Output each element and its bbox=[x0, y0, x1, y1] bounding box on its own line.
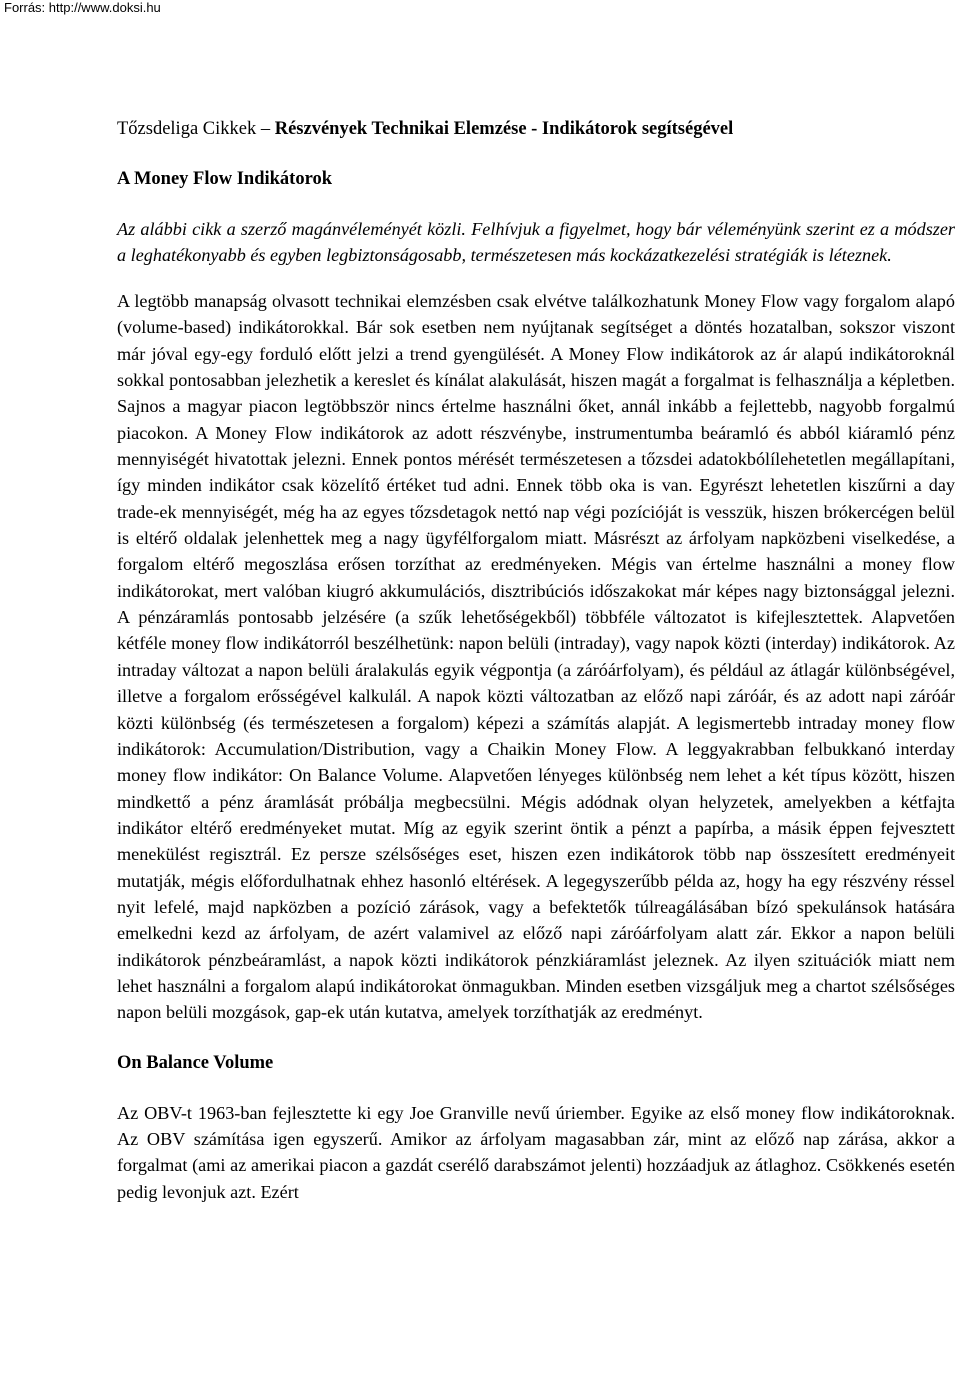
disclaimer-paragraph: Az alábbi cikk a szerző magánvéleményét közli. Felhívjuk a figyelmet, hogy bár véleményünk szerint ez a módszer a leghatékonyabb és egyben legbiztonságosabb, természetesen más kockázatkezelési stratégiák is léteznek. bbox=[117, 219, 955, 265]
obv-paragraph: Az OBV-t 1963-ban fejlesztette ki egy Joe Granville nevű úriember. Egyike az első money flow indikátoroknak. Az OBV számítása igen egyszerű. Amikor az árfolyam magasabban zár, mint az előző nap zárása, akkor a forgalmat (ami az amerikai piacon a gazdát cserélő darabszámot jelenti) hozzáadjuk az átlaghoz. Csökkenés esetén pedig levonjuk azt. Ezért bbox=[117, 1102, 955, 1202]
source-label: Forrás: http://www.doksi.hu bbox=[4, 0, 165, 16]
header-series: Tőzsdeliga Cikkek bbox=[117, 119, 257, 139]
header-topic: Részvények Technikai Elemzése - Indikátorok segítségével bbox=[274, 119, 734, 139]
document-page bbox=[117, 116, 955, 1205]
header-dash: – bbox=[256, 119, 275, 139]
document-subtitle: A Money Flow Indikátorok bbox=[117, 169, 333, 189]
section-heading-obv: On Balance Volume bbox=[117, 1052, 274, 1073]
main-paragraph: A legtöbb manapság olvasott technikai elemzésben csak elvétve találkozhatunk Money Flow vagy forgalom alapó (volume-based) indikátorokkal. Bár sok esetben nem nyújtanak segítséget a döntés hozatalban, sokszor viszont már jóval egy-egy forduló előtt jelzi a trend gyengülését. A Money Flow indikátorok az ár alapú indikátoroknál sokkal pontosabban jelezhetik a kereslet és kínálat alakulását, hiszen magát a forgalmat is felhasználja a képletben. Sajnos a magyar piacon legtöbbször nincs értelme használni őket, annál inkább a fejlettebb, nagyobb forgalmú piacokon. A Money Flow indikátorok az adott részvénybe, instrumentumba beáramló és abból kiáramló pénz mennyiségét hivatottak jelezni. Ennek pontos mérését természetesen a tőzsdei adatokbólílehetetlen megállapítani, így minden indikátor csak közelítő értéket tud adni. Ennek több oka is van. Egyrészt lehetetlen kiszűrni a day trade-ek mennyiségét, még ha az egyes tőzsdetagok nettó nap végi pozícióját is vesszük, hiszen brókercégen belül is eltérő oldalak jelenhettek meg a nagy ügyfélforgalom miatt. Másrészt az árfolyam napközbeni viselkedése, a forgalom eltérő megoszlása erősen torzíthat az eredményeken. Mégis van értelme használni a money flow indikátorokat, mert valóban kiugró akkumulációs, disztribúciós időszakokat már képes nagy biztonsággal jelezni. A pénzáramlás pontosabb jelzésére (a szűk lehetőségekből) többféle változatot is kifejlesztettek. Alapvetően kétféle money flow indikátorról beszélhetünk: napon belüli (intraday), vagy napok közti (interday) indikátorok. Az intraday változat a napon belüli áralakulás egyik végpontja (a záróárfolyam), és például az átlagár különbségével, illetve a forgalom erősségével kalkulál. A napok közti változatban az előző napi záróár, és az adott napi záróár közti különbség (és természetesen a forgalom) képezi a számítás alapját. A legismertebb intraday money flow indikátorok: Accumulation/Distribution, vagy a Chaikin Money Flow. A leggyakrabban felbukkanó interday money flow indikátor: On Balance Volume. Alapvetően lényeges különbség nem lehet a két típus között, hiszen mindkettő a pénz áramlását próbálja megbecsülni. Mégis adódnak olyan helyzetek, amelyekben a kétfajta indikátor eltérő eredményeket mutat. Míg az egyik szerint öntik a pénzt a papírba, a másik éppen fejvesztett menekülést regisztrál. Ez persze szélsőséges eset, hiszen ezen indikátorok több nap összesített eredményeit mutatják, mégis előfordulhatnak ehhez hasonló eltérések. A legegyszerűbb példa az, hogy ha egy részvény réssel nyit lefelé, majd napközben a pozíció zárások, vagy a befektetők túlreagálásában bízó spekulánsok hatására emelkedni kezd az árfolyam, de azért valamivel az előző napi záróárfolyam alatt zár. Ekkor a napon belüli indikátorok pénzbeáramlást, a napok közti indikátorok pénzkiáramlást jeleznek. Az ilyen szituációk miatt nem lehet használni a forgalom alapú indikátorokat önmagukban. Minden esetben vizsgáljuk meg a chartot szélsőséges napon belüli mozgások, gap-ek után kutatva, amelyek torzíthatják az eredményt. bbox=[117, 291, 955, 1023]
document-header bbox=[117, 116, 955, 142]
